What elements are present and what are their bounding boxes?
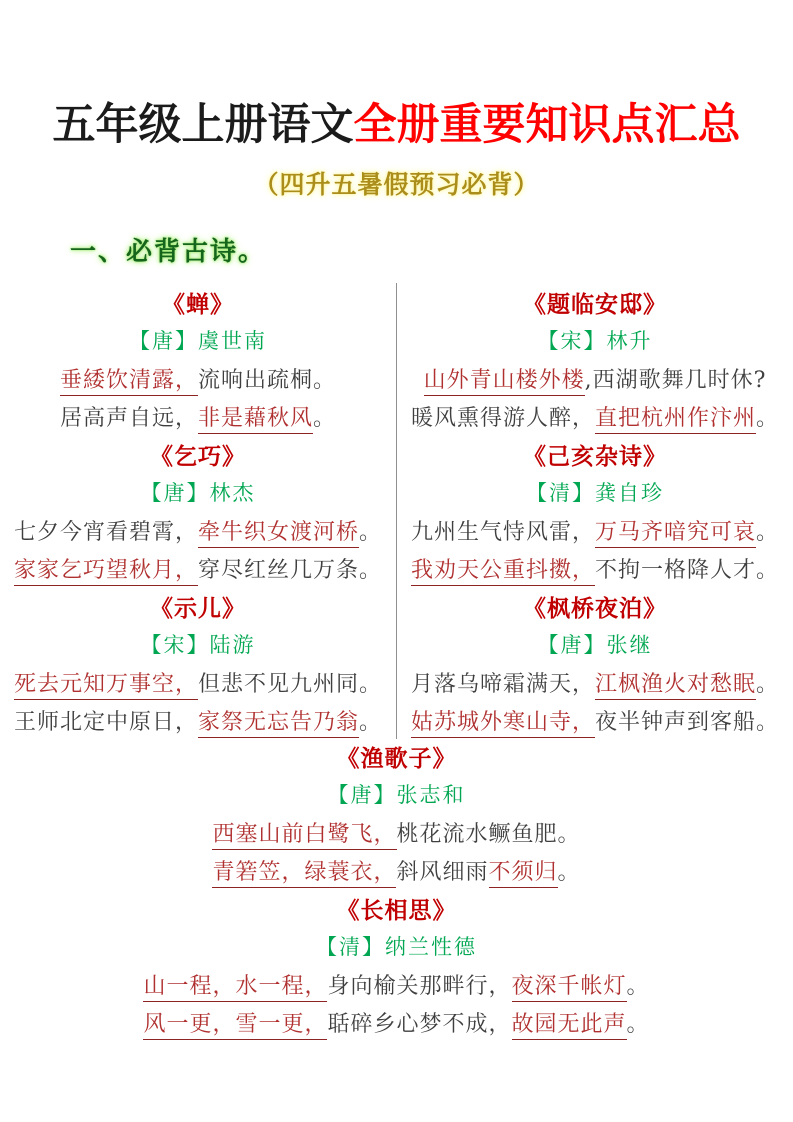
verse-segment: 但悲不见九州同。	[198, 671, 383, 697]
verse-line	[397, 397, 793, 435]
verse-line	[397, 549, 793, 587]
section-heading: 一、必背古诗。	[70, 237, 267, 267]
verse-segment: 垂緌饮清露，	[60, 363, 198, 396]
poem-block	[397, 435, 793, 587]
poem-author: 【宋】陆游	[140, 633, 256, 657]
verse-segment: 我劝天公重抖擞，	[411, 553, 595, 586]
verse-line	[0, 965, 793, 1003]
poem-author: 【宋】林升	[537, 329, 653, 353]
poem-columns	[0, 283, 793, 739]
verse-segment: 。	[557, 859, 581, 885]
verse-line	[0, 549, 396, 587]
verse-segment: 西塞山前白鹭飞，	[212, 817, 396, 850]
verse-segment: 七夕今宵看碧霄，	[13, 519, 198, 545]
poems-bottom	[0, 737, 793, 1041]
verse-line	[0, 1003, 793, 1041]
verse-segment: 江枫渔火对愁眠	[595, 667, 756, 700]
poem-title: 《长相思》	[336, 896, 457, 924]
verse-segment: 流响出疏桐。	[198, 367, 337, 393]
poem-title: 《蝉》	[162, 290, 234, 318]
page-title	[0, 98, 793, 152]
verse-segment: 绿蓑衣，	[304, 855, 396, 888]
poem-block	[0, 587, 396, 739]
verse-line	[0, 701, 396, 739]
verse-line	[397, 511, 793, 549]
verse-segment: 直把杭州作汴州	[595, 401, 756, 434]
verse-segment: 。	[359, 709, 383, 735]
verse-segment: 桃花流水鳜鱼肥。	[396, 821, 581, 847]
poem-author: 【清】龚自珍	[526, 481, 664, 505]
verse-segment: 王师北定中原日，	[13, 709, 198, 735]
verse-segment: 月落乌啼霜满天，	[410, 671, 595, 697]
verse-segment: 。	[756, 405, 780, 431]
verse-line	[397, 663, 793, 701]
verse-segment: 夜深千帐灯	[512, 969, 627, 1002]
poems-column-left	[0, 283, 397, 739]
verse-segment: 牵牛织女渡河桥	[198, 515, 359, 548]
poem-title: 《枫桥夜泊》	[523, 594, 667, 622]
page-subtitle: （四升五暑假预习必背）	[253, 170, 540, 199]
verse-segment: 非是藉秋风	[198, 401, 313, 434]
verse-segment: 家祭无忘告乃翁	[198, 705, 359, 738]
verse-segment: 雪一更，	[235, 1007, 327, 1040]
poem-block	[0, 283, 396, 435]
verse-segment: 不拘一格降人才。	[595, 557, 780, 583]
poem-title: 《示儿》	[150, 594, 246, 622]
verse-segment: ,西湖歌舞几时休?	[584, 367, 767, 393]
verse-segment: 故园无此声	[512, 1007, 627, 1040]
page-title-red-part: 全册重要知识点汇总	[353, 101, 741, 149]
verse-segment: 。	[756, 671, 780, 697]
page-title-black-part: 五年级上册语文	[52, 101, 354, 149]
poem-title: 《题临安邸》	[523, 290, 667, 318]
verse-segment: 。	[756, 519, 780, 545]
verse-segment: 。	[359, 519, 383, 545]
poem-block	[0, 737, 793, 889]
poem-author: 【唐】林杰	[140, 481, 256, 505]
verse-segment: 山外青山楼外楼	[424, 363, 585, 396]
verse-segment: 夜半钟声到客船。	[595, 709, 780, 735]
verse-segment: 。	[626, 1011, 650, 1037]
poem-author: 【唐】张继	[537, 633, 653, 657]
verse-segment: 水一程，	[235, 969, 327, 1002]
verse-segment: 。	[313, 405, 337, 431]
verse-segment: 居高声自远，	[59, 405, 198, 431]
verse-segment: 九州生气恃风雷，	[410, 519, 595, 545]
verse-segment: 不须归	[489, 855, 558, 888]
verse-segment: 家家乞巧望秋月，	[14, 553, 198, 586]
verse-segment: 穿尽红丝几万条。	[198, 557, 383, 583]
verse-segment: 风一更，	[143, 1007, 235, 1040]
verse-segment: 青箬笠，	[212, 855, 304, 888]
verse-line	[397, 701, 793, 739]
poem-block	[0, 889, 793, 1041]
verse-segment: 。	[626, 973, 650, 999]
verse-line	[0, 851, 793, 889]
verse-line	[0, 813, 793, 851]
verse-segment: 姑苏城外寒山寺，	[411, 705, 595, 738]
verse-segment: 斜风细雨	[396, 859, 489, 885]
poems-column-right	[397, 283, 793, 739]
verse-line	[0, 397, 396, 435]
verse-line	[0, 663, 396, 701]
verse-segment: 万马齐喑究可哀	[595, 515, 756, 548]
poem-title: 《乞巧》	[150, 442, 246, 470]
verse-line	[0, 511, 396, 549]
verse-segment: 聒碎乡心梦不成，	[327, 1011, 512, 1037]
poem-block	[397, 283, 793, 435]
poem-block	[397, 587, 793, 739]
poem-author: 【唐】虞世南	[129, 329, 267, 353]
verse-line	[0, 359, 396, 397]
verse-line	[397, 359, 793, 397]
verse-segment: 山一程，	[143, 969, 235, 1002]
verse-segment: 身向榆关那畔行，	[327, 973, 512, 999]
poem-title: 《己亥杂诗》	[523, 442, 667, 470]
poem-author: 【唐】张志和	[327, 783, 466, 807]
poem-title: 《渔歌子》	[336, 744, 457, 772]
poem-block	[0, 435, 396, 587]
verse-segment: 暖风熏得游人醉，	[410, 405, 595, 431]
verse-segment: 死去元知万事空，	[14, 667, 198, 700]
poem-author: 【清】纳兰性德	[316, 935, 477, 959]
